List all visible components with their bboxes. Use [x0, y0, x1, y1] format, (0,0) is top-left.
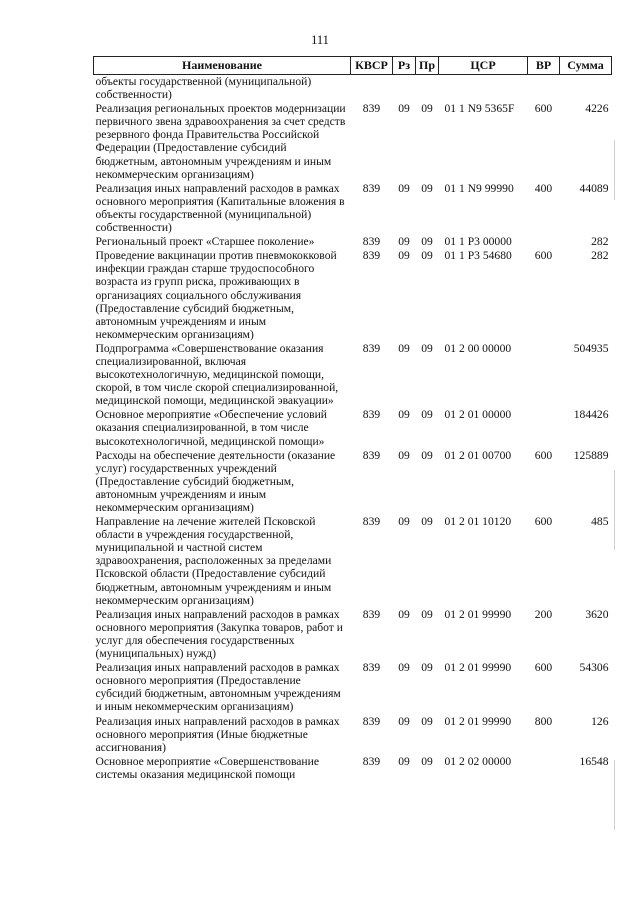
table-row	[94, 755, 612, 782]
cell-vr: 400	[534, 181, 553, 195]
cell-sum: 126	[591, 714, 609, 728]
cell-rz: 09	[398, 235, 410, 249]
cell-name: Реализация иных направлений расходов в рамках основного мероприятия (Иные бюджетные ассигнования)	[95, 714, 340, 754]
table-row	[94, 102, 612, 182]
cell-rz: 09	[398, 341, 410, 355]
cell-csr	[439, 75, 528, 103]
table-row	[94, 182, 612, 235]
cell-pr	[416, 75, 439, 103]
cell-pr: 09	[421, 181, 433, 195]
cell-rz: 09	[398, 515, 410, 529]
cell-sum: 125889	[573, 448, 609, 462]
table-row	[94, 342, 612, 408]
scan-mark	[614, 140, 615, 200]
cell-sum	[560, 75, 612, 103]
cell-csr: 01 2 01 99990	[444, 661, 512, 675]
table-row	[94, 715, 612, 755]
cell-csr: 01 1 N9 5365F	[444, 102, 515, 116]
cell-kvsr: 839	[362, 249, 381, 263]
table-row	[94, 408, 612, 448]
cell-name: Основное мероприятие «Совершенствование системы оказания медицинской помощи	[95, 754, 319, 781]
table-row	[94, 515, 612, 608]
cell-pr: 09	[421, 341, 433, 355]
page-number: 111	[311, 33, 329, 47]
table-row	[94, 608, 612, 661]
cell-pr: 09	[421, 754, 433, 768]
scan-mark	[614, 470, 615, 550]
table-header	[94, 57, 612, 75]
cell-vr: 600	[534, 448, 553, 462]
header-csr: ЦСР	[439, 57, 528, 75]
header-rz: Рз	[393, 57, 416, 75]
cell-rz: 09	[398, 102, 410, 116]
cell-name: Подпрограмма «Совершенствование оказания специализированной, включая высокотехнологичную, медицинской помощи, скорой, в том числе скорой специализированной, медицинской помощи, медицинской эвакуации»	[95, 341, 339, 408]
cell-kvsr: 839	[362, 515, 381, 529]
cell-kvsr: 839	[362, 714, 381, 728]
cell-rz: 09	[398, 661, 410, 675]
cell-kvsr: 839	[362, 235, 381, 249]
cell-vr	[528, 342, 560, 408]
header-name: Наименование	[94, 57, 351, 75]
cell-sum: 54306	[579, 661, 609, 675]
cell-sum: 16548	[579, 754, 609, 768]
cell-vr	[528, 235, 560, 249]
cell-pr: 09	[421, 661, 433, 675]
cell-sum: 282	[591, 235, 609, 249]
header-kvsr: КВСР	[351, 57, 393, 75]
cell-pr: 09	[421, 515, 433, 529]
cell-csr: 01 2 01 10120	[444, 515, 512, 529]
cell-vr: 200	[534, 607, 553, 621]
cell-csr: 01 1 P3 54680	[444, 249, 512, 263]
cell-name: Реализация иных направлений расходов в рамках основного мероприятия (Капитальные вложения в объекты государственной (муниципальной) собственности)	[95, 181, 345, 235]
cell-pr: 09	[421, 102, 433, 116]
cell-sum: 485	[591, 515, 609, 529]
cell-name: Основное мероприятие «Обеспечение условий оказания специализированной, в том числе высокотехнологичной, медицинской помощи»	[95, 408, 328, 448]
cell-rz: 09	[398, 408, 410, 422]
table-row	[94, 249, 612, 342]
cell-rz: 09	[398, 714, 410, 728]
cell-sum: 44089	[579, 181, 609, 195]
cell-kvsr: 839	[362, 181, 381, 195]
table-row	[94, 449, 612, 515]
cell-kvsr: 839	[362, 661, 381, 675]
cell-pr: 09	[421, 714, 433, 728]
cell-sum: 504935	[573, 341, 609, 355]
table-row	[94, 75, 612, 103]
cell-csr: 01 2 00 00000	[444, 341, 512, 355]
cell-vr	[528, 408, 560, 448]
cell-kvsr: 839	[362, 754, 381, 768]
cell-csr: 01 2 01 00700	[444, 448, 512, 462]
cell-vr: 800	[534, 714, 553, 728]
cell-kvsr	[351, 75, 393, 103]
cell-kvsr: 839	[362, 408, 381, 422]
cell-csr: 01 1 P3 00000	[444, 235, 512, 249]
cell-sum: 184426	[573, 408, 609, 422]
header-vr: ВР	[528, 57, 560, 75]
cell-pr: 09	[421, 235, 433, 249]
scan-mark	[614, 760, 615, 830]
header-pr: Пр	[416, 57, 439, 75]
cell-pr: 09	[421, 408, 433, 422]
cell-vr: 600	[534, 249, 553, 263]
cell-sum: 282	[591, 249, 609, 263]
cell-csr: 01 2 02 00000	[444, 754, 512, 768]
cell-sum: 4226	[585, 102, 609, 116]
cell-name: Реализация иных направлений расходов в рамках основного мероприятия (Предоставление субсидий бюджетным, автономным учреждениям и иным некоммерческим организациям)	[95, 661, 341, 714]
cell-rz: 09	[398, 754, 410, 768]
cell-name: Региональный проект «Старшее поколение»	[95, 235, 315, 249]
cell-name: Проведение вакцинации против пневмококковой инфекции граждан старше трудоспособного возраста из групп риска, проживающих в организациях социального обслуживания (Предоставление субсидий бюджетным, автономным учреждениям и иным некоммерческим организациям)	[95, 249, 337, 341]
cell-pr: 09	[421, 607, 433, 621]
cell-csr: 01 1 N9 99990	[444, 181, 514, 195]
cell-name: Направление на лечение жителей Псковской области в учреждения государственной, муниципальной и частной систем здравоохранения, расположенных за пределами Псковской области (Предоставление субсидий бюджетным, автономным учреждениям и иным некоммерческим организациям)	[95, 515, 332, 607]
cell-csr: 01 2 01 99990	[444, 714, 512, 728]
cell-kvsr: 839	[362, 102, 381, 116]
cell-name: объекты государственной (муниципальной) собственности)	[95, 75, 312, 102]
cell-pr: 09	[421, 249, 433, 263]
table-body	[94, 75, 612, 782]
cell-vr	[528, 75, 560, 103]
cell-rz: 09	[398, 181, 410, 195]
budget-table	[93, 56, 612, 782]
table-row	[94, 661, 612, 714]
cell-csr: 01 2 01 99990	[444, 607, 512, 621]
cell-csr: 01 2 01 00000	[444, 408, 512, 422]
cell-kvsr: 839	[362, 448, 381, 462]
cell-rz: 09	[398, 448, 410, 462]
cell-rz	[393, 75, 416, 103]
cell-kvsr: 839	[362, 607, 381, 621]
cell-vr: 600	[534, 102, 553, 116]
cell-rz: 09	[398, 607, 410, 621]
cell-vr	[528, 755, 560, 782]
cell-vr: 600	[534, 661, 553, 675]
cell-name: Реализация региональных проектов модернизации первичного звена здравоохранения за счет средств резервного фонда Правительства Российской Федерации (Предоставление субсидий бюджетным, автономным учреждениям и иным некоммерческим организациям)	[95, 102, 346, 181]
cell-pr: 09	[421, 448, 433, 462]
header-sum: Сумма	[560, 57, 612, 75]
cell-sum: 3620	[585, 607, 609, 621]
table-row	[94, 235, 612, 249]
cell-vr: 600	[534, 515, 553, 529]
cell-name: Реализация иных направлений расходов в рамках основного мероприятия (Закупка товаров, работ и услуг для обеспечения государственных (муниципальных) нужд)	[95, 607, 343, 661]
cell-name: Расходы на обеспечение деятельности (оказание услуг) государственных учреждений (Предоставление субсидий бюджетным, автономным учреждениям и иным некоммерческим организациям)	[95, 448, 336, 514]
cell-rz: 09	[398, 249, 410, 263]
cell-kvsr: 839	[362, 341, 381, 355]
table-header-row	[94, 57, 612, 75]
